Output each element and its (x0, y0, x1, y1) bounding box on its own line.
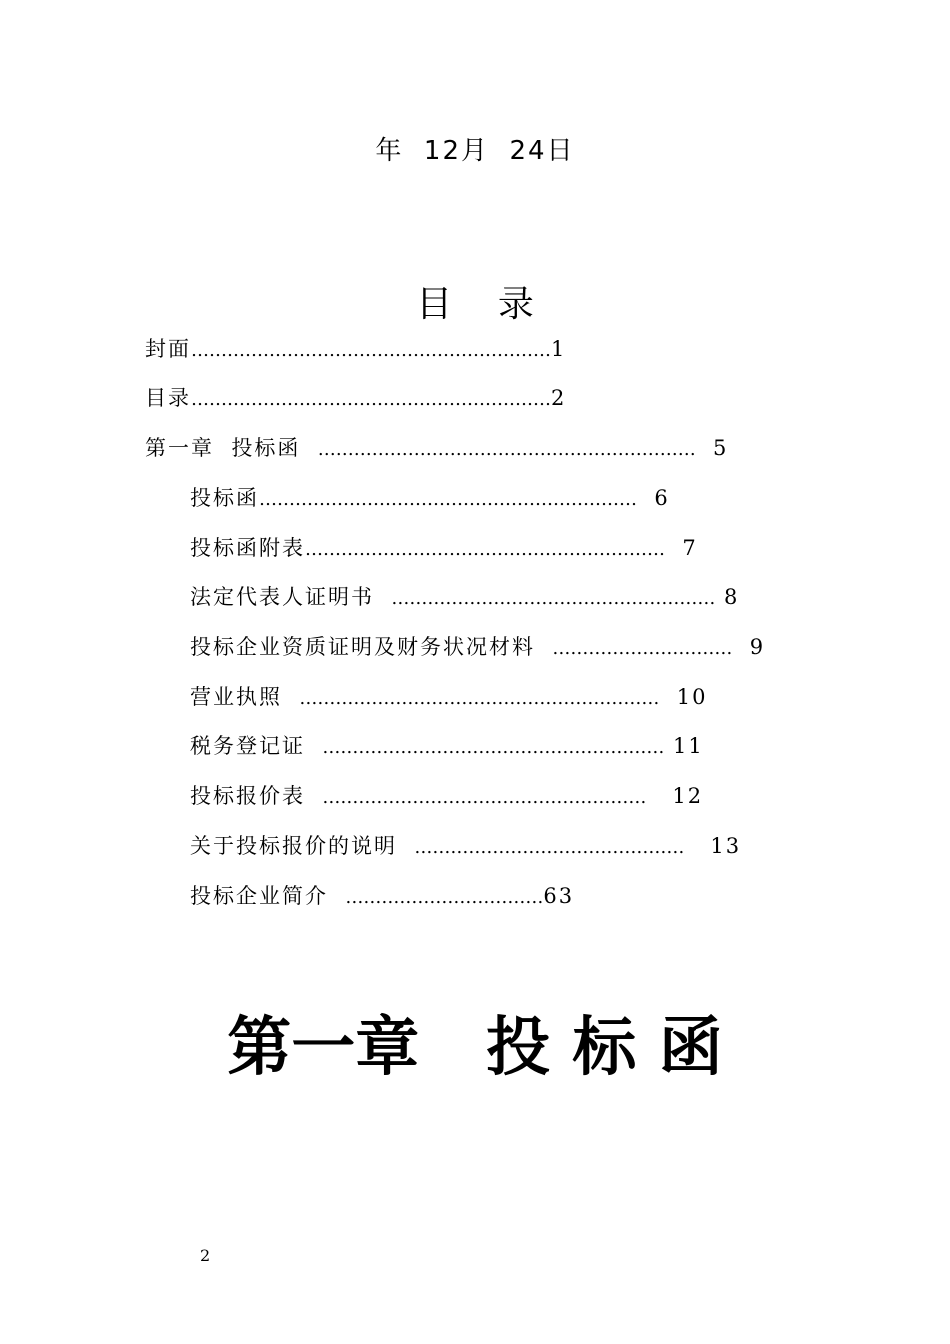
toc-entry-label: 关于投标报价的说明 (190, 834, 415, 858)
chapter-heading: 第一章 投 标 函 (227, 1011, 723, 1085)
toc-leader: ………………………………………………… (322, 737, 665, 758)
toc-page-number: 63 (543, 884, 575, 908)
toc-page-number: 1 (551, 337, 567, 361)
page-number: 2 (200, 1246, 211, 1265)
date-line: 年 12月 24日 (375, 136, 575, 166)
toc-entry-company-profile[interactable] (190, 879, 574, 913)
toc-leader: …………………………………………………… (191, 389, 551, 410)
toc-leader: ……………………………………………………… (317, 439, 696, 460)
toc-page-number: 5 (695, 436, 729, 460)
toc-page-number: 13 (684, 834, 742, 858)
toc-page-number: 9 (732, 635, 766, 659)
toc-entry-label: 封面 (145, 337, 191, 361)
toc-entry-legal-representative[interactable] (190, 580, 739, 614)
toc-entry-label: 第一章 投标函 (145, 436, 318, 460)
toc-entry-label: 营业执照 (190, 685, 300, 709)
toc-entry-label: 投标企业简介 (190, 884, 346, 908)
toc-entry-qualification[interactable] (190, 630, 765, 664)
toc-page-number: 10 (659, 685, 708, 709)
toc-page-number: 7 (665, 536, 698, 560)
toc-entry-bid-letter[interactable] (190, 481, 670, 515)
toc-entry-label: 税务登记证 (190, 734, 323, 758)
toc-entry-label: 投标函 (190, 486, 259, 510)
toc-page-number: 11 (664, 734, 704, 758)
toc-entry-contents[interactable] (145, 381, 566, 415)
toc-entry-label: 投标企业资质证明及财务状况材料 (190, 635, 553, 659)
toc-entry-label: 投标函附表 (190, 536, 305, 560)
toc-leader: ……………………………………………………… (259, 489, 637, 510)
toc-entry-price-explanation[interactable] (190, 829, 741, 863)
toc-entry-label: 法定代表人证明书 (190, 585, 392, 609)
toc-leader: ………………………… (552, 638, 733, 659)
toc-leader: …………………………………………………… (305, 539, 665, 560)
toc-entry-label: 投标报价表 (190, 784, 323, 808)
toc-leader: ……………………………………………… (391, 588, 716, 609)
toc-entry-bid-letter-appendix[interactable] (190, 531, 698, 565)
toc-entry-tax-registration[interactable] (190, 729, 704, 763)
toc-page-number: 6 (637, 486, 670, 510)
toc-entry-label: 目录 (145, 386, 191, 410)
toc-title: 目 录 (416, 284, 534, 325)
toc-entry-price-table[interactable] (190, 779, 703, 813)
toc-leader: …………………………………………………… (191, 340, 551, 361)
toc-page-number: 8 (715, 585, 740, 609)
toc-entry-business-license[interactable] (190, 680, 707, 714)
toc-entry-chapter-1[interactable] (145, 431, 728, 465)
toc-leader: ……………………………………………… (322, 787, 647, 808)
toc-entry-cover[interactable] (145, 332, 566, 366)
toc-page-number: 2 (551, 386, 567, 410)
toc-leader: …………………………………………………… (299, 688, 660, 709)
toc-leader: …………………………… (345, 887, 544, 908)
toc-leader: ……………………………………… (414, 837, 685, 858)
toc-page-number: 12 (646, 784, 704, 808)
